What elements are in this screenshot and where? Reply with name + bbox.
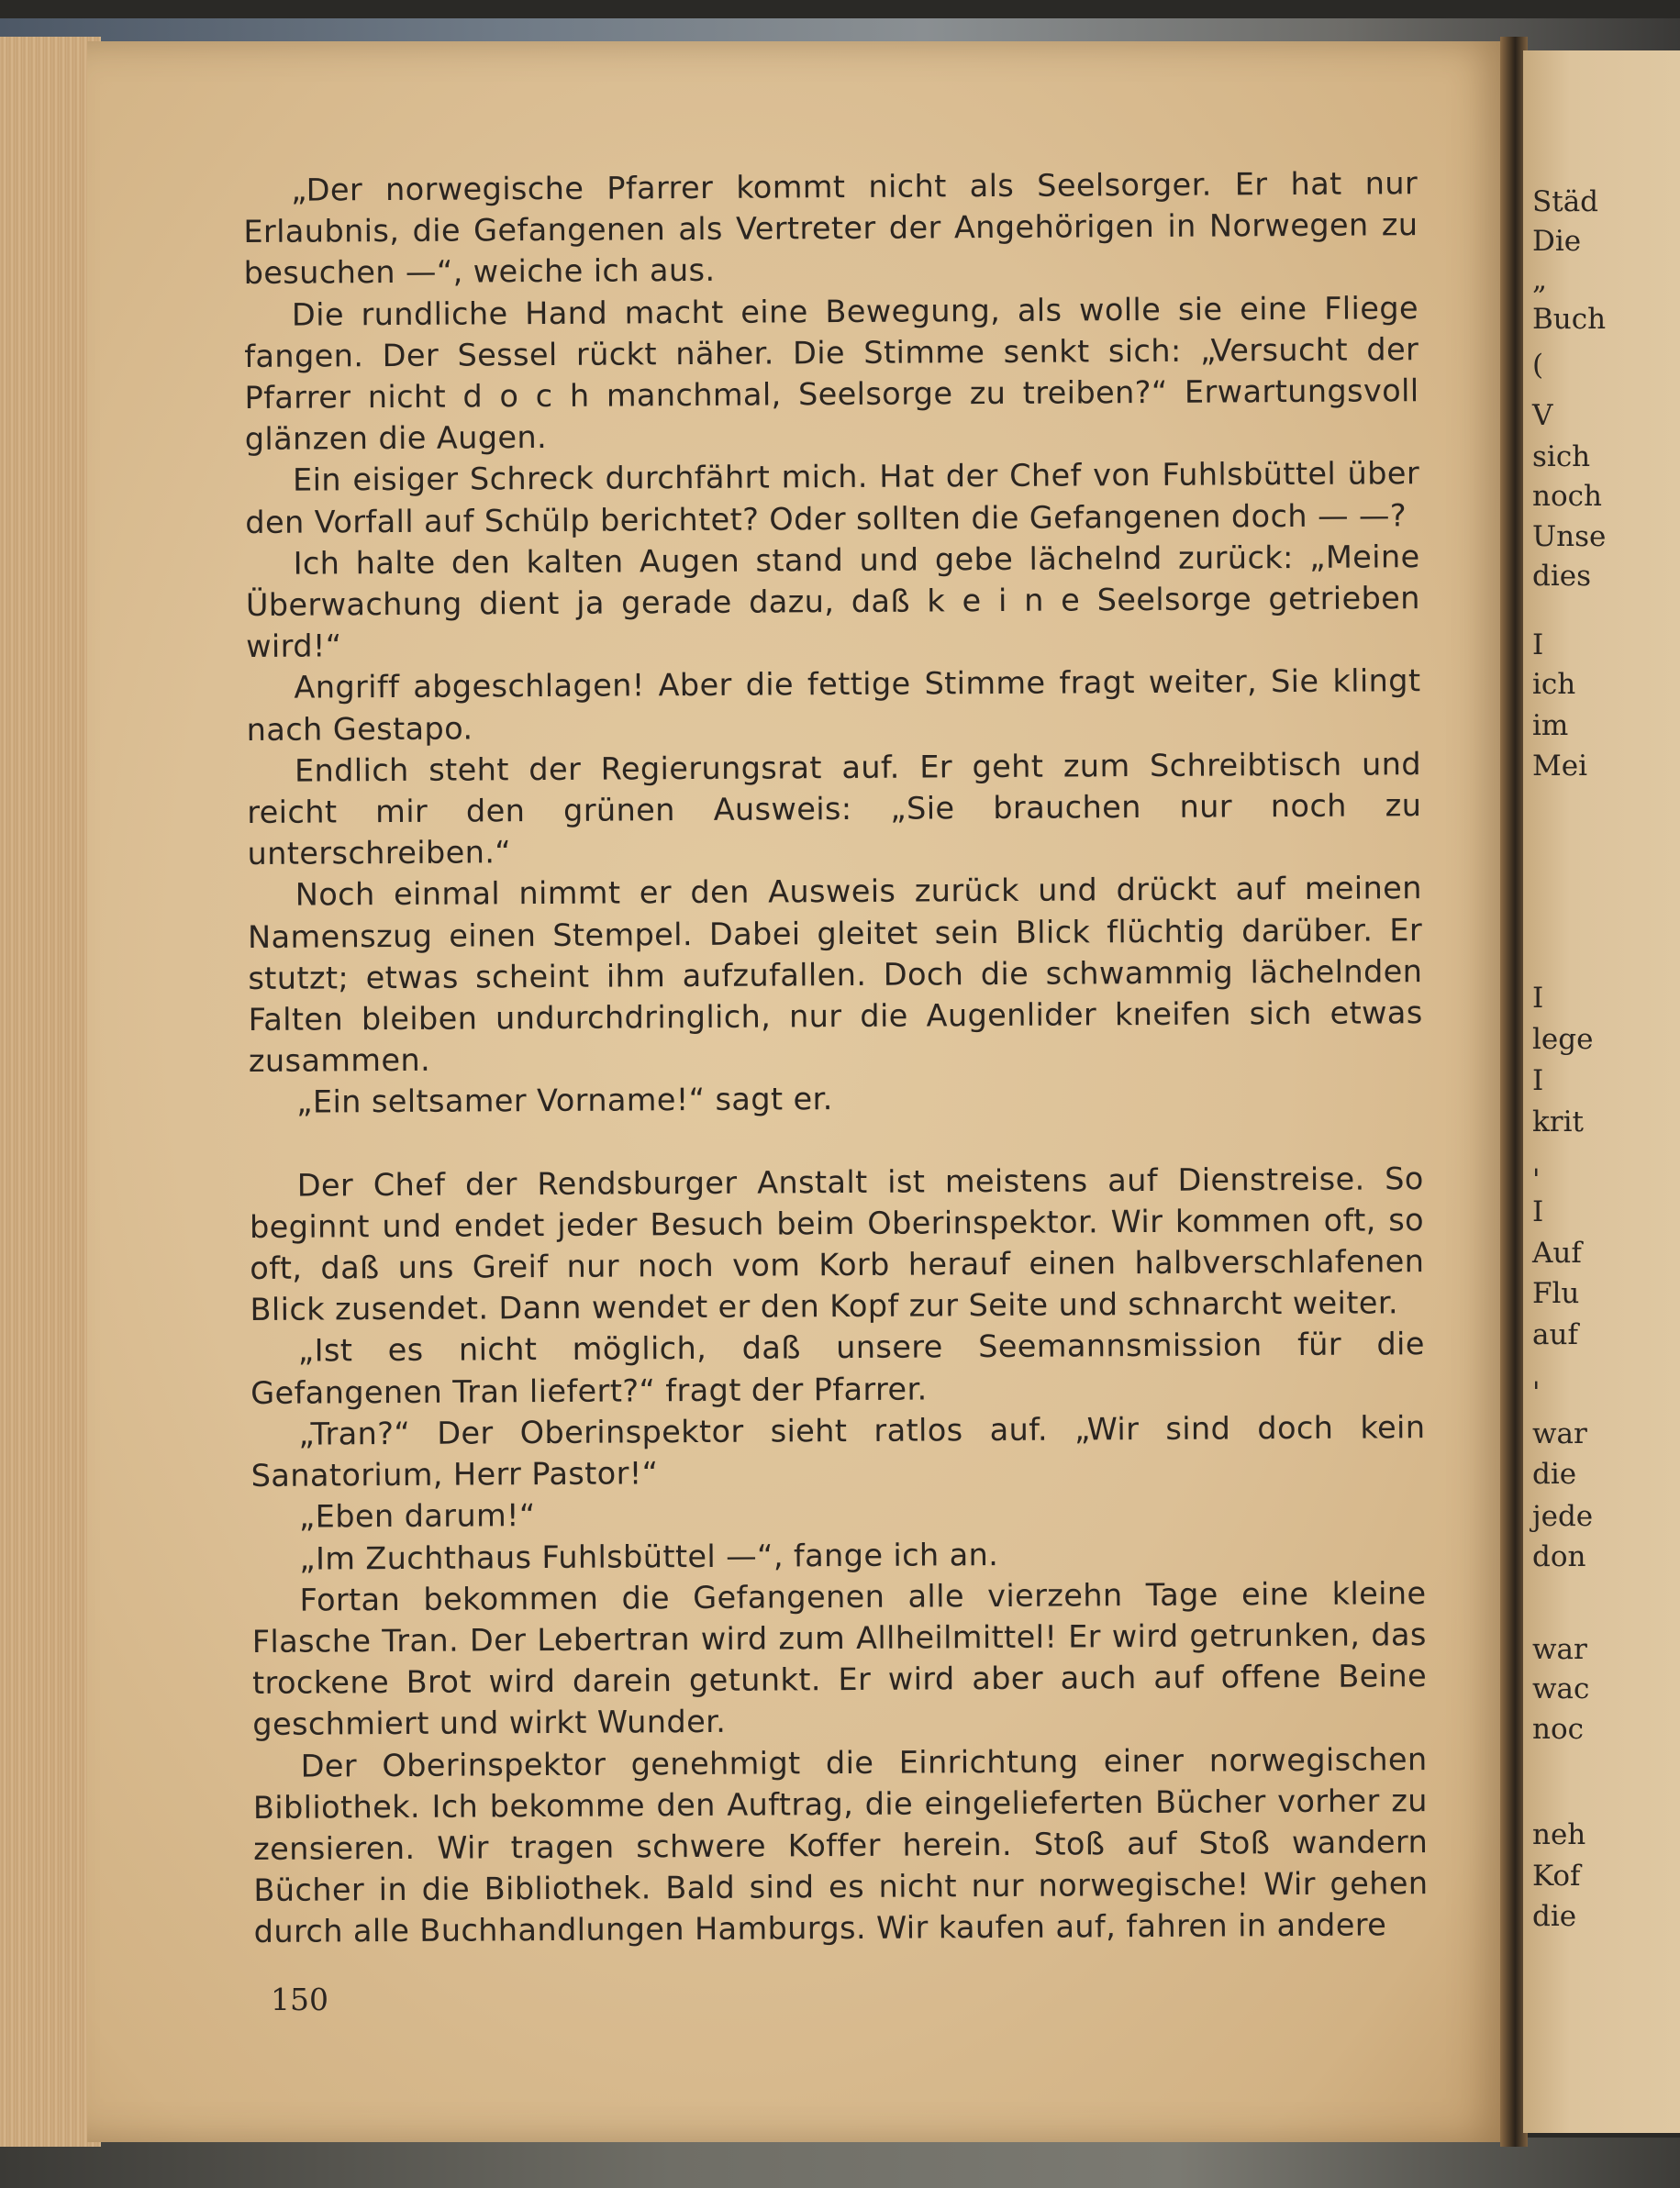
facing-page-fragment: sich xyxy=(1532,440,1591,473)
facing-page-fragment: „ xyxy=(1532,263,1548,296)
facing-page-fragment: noc xyxy=(1532,1713,1584,1746)
facing-page-fragment: war xyxy=(1532,1633,1587,1666)
facing-page-fragment: die xyxy=(1532,1900,1577,1933)
facing-page-fragment: krit xyxy=(1532,1105,1584,1138)
page-stack-edge xyxy=(0,37,101,2147)
facing-page-fragment: V xyxy=(1532,399,1553,432)
facing-page-fragment: noch xyxy=(1532,480,1602,513)
facing-page-fragment: don xyxy=(1532,1540,1586,1573)
paragraph: Fortan bekommen die Gefangenen alle vierzehn Tage eine kleine Flasche Tran. Der Lebertran wird zum Allheilmittel! Er wird getrunken, das trockene Brot wird darein getunkt. Er wird aber auch auf offene Beine geschmiert und wirkt Wunder. xyxy=(251,1574,1428,1743)
facing-page-fragment: im xyxy=(1532,709,1569,742)
facing-page-fragment: I xyxy=(1532,1064,1544,1097)
paragraph: „Eben darum!“ xyxy=(298,1497,536,1535)
facing-page-fragment: ich xyxy=(1532,668,1576,701)
paragraph: „Ist es nicht möglich, daß unsere Seemannsmission für die Gefangenen Tran liefert?“ fragt der Pfarrer. xyxy=(250,1326,1425,1411)
facing-page-fragment: I xyxy=(1532,1195,1544,1228)
facing-page-fragment: Mei xyxy=(1532,750,1588,783)
page-text xyxy=(243,162,1429,2005)
facing-page-fragment: I xyxy=(1532,628,1544,661)
book-cover-edge-bottom xyxy=(0,2138,1680,2188)
paragraph: Angriff abgeschlagen! Aber die fettige Stimme fragt weiter, Sie klingt nach Gestapo. xyxy=(246,662,1421,748)
facing-page-fragment: wac xyxy=(1532,1672,1590,1705)
facing-page-fragment: dies xyxy=(1532,560,1592,593)
facing-page-fragment: lege xyxy=(1532,1023,1594,1056)
facing-page-fragment: ' xyxy=(1532,1163,1541,1196)
facing-page-fragment: Städ xyxy=(1532,185,1599,218)
facing-page-fragment: auf xyxy=(1532,1318,1578,1351)
paragraph: „Ein seltsamer Vorname!“ sagt er. xyxy=(296,1081,833,1121)
facing-page-fragment: Auf xyxy=(1532,1237,1582,1270)
facing-page-fragment: neh xyxy=(1532,1818,1586,1851)
paragraph: Der Chef der Rendsburger Anstalt ist meistens auf Dienstreise. So beginnt und endet jeder Besuch beim Oberinspektor. Wir kommen oft, so oft, daß uns Greif nur noch vom Korb herauf einen halbverschlafenen Blick zusendet. Dann wendet er den Kopf zur Seite und schnarcht weiter. xyxy=(249,1160,1425,1328)
paragraph: „Im Zuchthaus Fuhlsbüttel —“, fange ich an. xyxy=(299,1536,999,1577)
paragraph: Die rundliche Hand macht eine Bewegung, als wolle sie eine Fliege fangen. Der Sessel rückt näher. Die Stimme senkt sich: „Versucht der Pfarrer nicht d o c h manchmal, Seelsorge zu treiben?“ Erwartungsvoll glänzen die Augen. xyxy=(244,289,1419,458)
facing-page-fragment: Flu xyxy=(1532,1277,1580,1310)
facing-page-fragment: I xyxy=(1532,982,1544,1015)
facing-page-fragment: Unse xyxy=(1532,520,1607,553)
facing-page-fragment: Die xyxy=(1532,225,1582,258)
paragraph: Ein eisiger Schreck durchfährt mich. Hat der Chef von Fuhlsbüttel über den Vorfall auf Schülp berichtet? Oder sollten die Gefangenen doch — —? xyxy=(245,455,1420,540)
facing-page xyxy=(1523,50,1680,2133)
facing-page-fragment: Kof xyxy=(1532,1860,1581,1893)
paragraph: „Der norwegische Pfarrer kommt nicht als Seelsorger. Er hat nur Erlaubnis, die Gefangenen als Vertreter der Angehörigen in Norwegen zu besuchen —“, weiche ich aus. xyxy=(243,165,1419,292)
facing-page-fragment: ' xyxy=(1532,1376,1541,1409)
paragraph: „Tran?“ Der Oberinspektor sieht ratlos auf. „Wir sind doch kein Sanatorium, Herr Pastor!“ xyxy=(250,1409,1426,1494)
paragraph: Noch einmal nimmt er den Ausweis zurück und drückt auf meinen Namenszug einen Stempel. Dabei gleitet sein Blick flüchtig darüber. Er stutzt; etwas scheint ihm aufzufallen. Doch die schwammig lächelnden Falten bleiben undurchdringlich, nur die Augenlider kneifen sich etwas zusammen. xyxy=(247,870,1423,1080)
facing-page-fragment: die xyxy=(1532,1458,1577,1491)
paragraph: Endlich steht der Regierungsrat auf. Er geht zum Schreibtisch und reicht mir den grünen Ausweis: „Sie brauchen nur noch zu unterschreiben.“ xyxy=(247,746,1422,872)
facing-page-fragment: war xyxy=(1532,1417,1587,1450)
paragraph: Der Oberinspektor genehmigt die Einrichtung einer norwegischen Bibliothek. Ich bekomme den Auftrag, die eingelieferten Bücher vorher zu zensieren. Wir tragen schwere Koffer herein. Stoß auf Stoß wandern Bücher in die Bibliothek. Bald sind es nicht nur norwegische! Wir gehen durch alle Buchhandlungen Hamburgs. Wir kaufen auf, fahren in andere xyxy=(252,1740,1429,1950)
paragraph: Ich halte den kalten Augen stand und gebe lächelnd zurück: „Meine Überwachung dient ja gerade dazu, daß k e i n e Seelsorge getrieben wird!“ xyxy=(245,539,1420,665)
facing-page-fragment: Buch xyxy=(1532,303,1607,336)
facing-page-fragment: ( xyxy=(1532,349,1544,382)
facing-page-fragment: jede xyxy=(1532,1500,1594,1533)
page-number: 150 xyxy=(271,1982,328,2017)
